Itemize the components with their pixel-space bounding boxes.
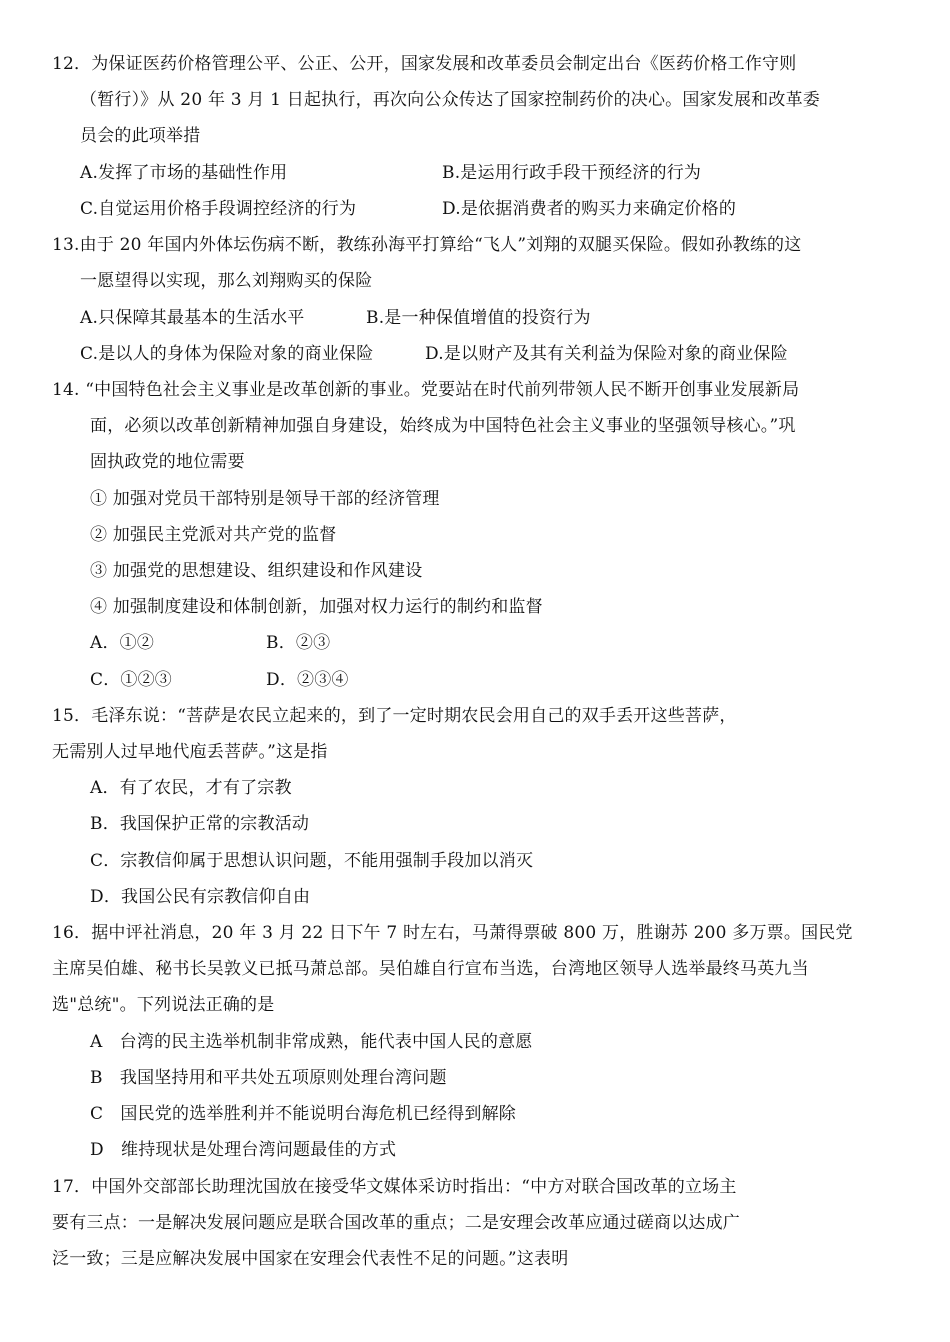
question-14-item-1: ① 加强对党员干部特别是领导干部的经济管理 [90, 489, 440, 509]
question-13-option-d: D.是以财产及其有关利益为保险对象的商业保险 [425, 344, 788, 364]
question-14-option-a: A．①② [90, 633, 155, 653]
question-12-stem-line-3: 员会的此项举措 [80, 126, 201, 146]
question-14-option-c: C．①②③ [90, 670, 173, 690]
question-15-option-d: D．我国公民有宗教信仰自由 [90, 887, 311, 907]
question-16-option-d: D 维持现状是处理台湾问题最佳的方式 [90, 1140, 397, 1160]
question-12-option-a: A.发挥了市场的基础性作用 [80, 163, 288, 183]
question-17-stem-line-3: 泛一致；三是应解决发展中国家在安理会代表性不足的问题。”这表明 [52, 1249, 569, 1269]
question-14-item-3: ③ 加强党的思想建设、组织建设和作风建设 [90, 561, 423, 581]
question-14-item-2: ② 加强民主党派对共产党的监督 [90, 525, 337, 545]
question-15-stem-line-2: 无需别人过早地代庖丢菩萨。”这是指 [52, 742, 328, 762]
question-16-stem-line-1: 16．据中评社消息，20 年 3 月 22 日下午 7 时左右，马萧得票破 800 万，胜谢苏 200 多万票。国民党 [52, 923, 853, 943]
question-12-option-d: D.是依据消费者的购买力来确定价格的 [442, 199, 737, 219]
question-13-stem-line-1: 13.由于 20 年国内外体坛伤病不断，教练孙海平打算给“飞人”刘翔的双腿买保险。假如孙教练的这 [52, 235, 802, 255]
question-12-stem-line-1: 12．为保证医药价格管理公平、公正、公开，国家发展和改革委员会制定出台《医药价格工作守则 [52, 54, 797, 74]
question-14-option-d: D．②③④ [266, 670, 349, 690]
question-13-option-c: C.是以人的身体为保险对象的商业保险 [80, 344, 374, 364]
question-16-stem-line-2: 主席吴伯雄、秘书长吴敦义已抵马萧总部。吴伯雄自行宣布当选，台湾地区领导人选举最终马英九当 [52, 959, 809, 979]
question-14-stem-line-2: 面，必须以改革创新精神加强自身建设，始终成为中国特色社会主义事业的坚强领导核心。”巩 [90, 416, 796, 436]
question-13-option-a: A.只保障其最基本的生活水平 [80, 308, 305, 328]
question-16-option-c: C 国民党的选举胜利并不能说明台海危机已经得到解除 [90, 1104, 517, 1124]
question-12-stem-line-2: （暂行）》从 20 年 3 月 1 日起执行，再次向公众传达了国家控制药价的决心。国家发展和改革委 [80, 90, 820, 110]
question-16-option-a: A 台湾的民主选举机制非常成熟，能代表中国人民的意愿 [90, 1032, 533, 1052]
question-13-stem-line-2: 一愿望得以实现，那么刘翔购买的保险 [80, 271, 373, 291]
question-16-option-b: B 我国坚持用和平共处五项原则处理台湾问题 [90, 1068, 447, 1088]
question-17-stem-line-2: 要有三点：一是解决发展问题应是联合国改革的重点；二是安理会改革应通过磋商以达成广 [52, 1213, 740, 1233]
question-15-option-c: C．宗教信仰属于思想认识问题，不能用强制手段加以消灭 [90, 851, 534, 871]
question-15-stem-line-1: 15．毛泽东说：“菩萨是农民立起来的，到了一定时期农民会用自己的双手丢开这些菩萨， [52, 706, 737, 726]
question-14-item-4: ④ 加强制度建设和体制创新，加强对权力运行的制约和监督 [90, 597, 543, 617]
question-14-stem-line-3: 固执政党的地位需要 [90, 452, 245, 472]
question-14-stem-line-1: 14. “中国特色社会主义事业是改革创新的事业。党要站在时代前列带领人民不断开创事业发展新局 [52, 380, 800, 400]
question-16-stem-line-3: 选"总统"。下列说法正确的是 [52, 995, 275, 1015]
question-15-option-a: A．有了农民，才有了宗教 [90, 778, 292, 798]
question-17-stem-line-1: 17．中国外交部部长助理沈国放在接受华文媒体采访时指出：“中方对联合国改革的立场主 [52, 1177, 737, 1197]
question-13-option-b: B.是一种保值增值的投资行为 [366, 308, 591, 328]
question-15-option-b: B．我国保护正常的宗教活动 [90, 814, 310, 834]
question-12-option-c: C.自觉运用价格手段调控经济的行为 [80, 199, 357, 219]
question-12-option-b: B.是运用行政手段干预经济的行为 [442, 163, 702, 183]
question-14-option-b: B．②③ [266, 633, 331, 653]
